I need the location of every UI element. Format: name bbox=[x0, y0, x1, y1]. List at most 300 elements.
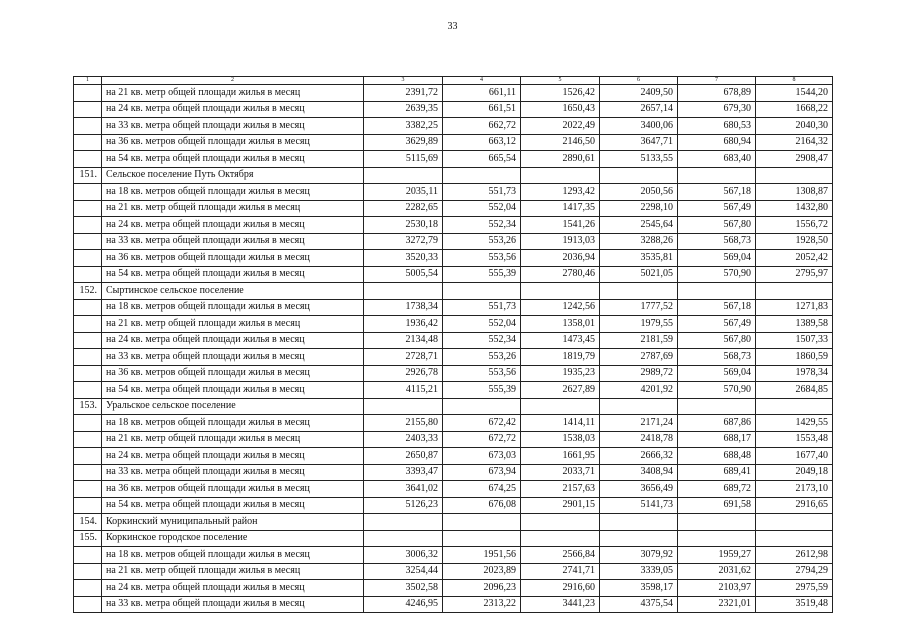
column-number: 2 bbox=[102, 77, 364, 85]
table-row bbox=[74, 596, 833, 613]
value-cell bbox=[443, 514, 521, 531]
value-cell bbox=[521, 514, 600, 531]
value-cell: 2627,89 bbox=[521, 382, 600, 399]
value-cell: 569,04 bbox=[678, 250, 756, 267]
value-cell: 2612,98 bbox=[756, 547, 833, 564]
value-cell: 1293,42 bbox=[521, 184, 600, 201]
value-cell: 661,11 bbox=[443, 85, 521, 102]
value-cell: 672,42 bbox=[443, 415, 521, 432]
value-cell: 1358,01 bbox=[521, 316, 600, 333]
value-cell: 688,48 bbox=[678, 448, 756, 465]
value-cell: 1389,58 bbox=[756, 316, 833, 333]
value-cell bbox=[756, 283, 833, 300]
value-cell: 2795,97 bbox=[756, 266, 833, 283]
table-row bbox=[74, 283, 833, 300]
value-cell bbox=[364, 514, 443, 531]
value-cell: 2728,71 bbox=[364, 349, 443, 366]
row-name: на 33 кв. метра общей площади жилья в месяц bbox=[102, 233, 364, 250]
value-cell: 662,72 bbox=[443, 118, 521, 135]
value-cell: 1777,52 bbox=[600, 299, 678, 316]
table-row bbox=[74, 118, 833, 135]
value-cell: 568,73 bbox=[678, 349, 756, 366]
row-index bbox=[74, 200, 102, 217]
table-row bbox=[74, 563, 833, 580]
column-number: 5 bbox=[521, 77, 600, 85]
row-index bbox=[74, 415, 102, 432]
table-row bbox=[74, 365, 833, 382]
value-cell: 5115,69 bbox=[364, 151, 443, 168]
value-cell: 2901,15 bbox=[521, 497, 600, 514]
value-cell: 553,56 bbox=[443, 365, 521, 382]
table-row bbox=[74, 332, 833, 349]
row-index bbox=[74, 316, 102, 333]
value-cell: 2173,10 bbox=[756, 481, 833, 498]
value-cell: 5021,05 bbox=[600, 266, 678, 283]
value-cell: 2031,62 bbox=[678, 563, 756, 580]
value-cell bbox=[678, 514, 756, 531]
value-cell bbox=[364, 530, 443, 547]
value-cell: 663,12 bbox=[443, 134, 521, 151]
value-cell: 1661,95 bbox=[521, 448, 600, 465]
value-cell: 3519,48 bbox=[756, 596, 833, 613]
row-name: Сыртинское сельское поселение bbox=[102, 283, 364, 300]
value-cell: 2657,14 bbox=[600, 101, 678, 118]
table-row bbox=[74, 514, 833, 531]
row-name: на 18 кв. метров общей площади жилья в месяц bbox=[102, 299, 364, 316]
value-cell: 1432,80 bbox=[756, 200, 833, 217]
row-name: на 24 кв. метра общей площади жилья в месяц bbox=[102, 101, 364, 118]
table-row bbox=[74, 431, 833, 448]
value-cell bbox=[521, 398, 600, 415]
value-cell bbox=[364, 398, 443, 415]
value-cell: 2298,10 bbox=[600, 200, 678, 217]
value-cell: 3393,47 bbox=[364, 464, 443, 481]
value-cell: 2049,18 bbox=[756, 464, 833, 481]
value-cell: 2146,50 bbox=[521, 134, 600, 151]
value-cell: 3272,79 bbox=[364, 233, 443, 250]
value-cell: 2391,72 bbox=[364, 85, 443, 102]
value-cell bbox=[364, 167, 443, 184]
row-index bbox=[74, 217, 102, 234]
value-cell: 2134,48 bbox=[364, 332, 443, 349]
page-number: 33 bbox=[447, 21, 458, 32]
value-cell: 5005,54 bbox=[364, 266, 443, 283]
row-name: на 24 кв. метра общей площади жилья в месяц bbox=[102, 580, 364, 597]
row-name: на 36 кв. метров общей площади жилья в месяц bbox=[102, 481, 364, 498]
table-row bbox=[74, 151, 833, 168]
table-row bbox=[74, 547, 833, 564]
value-cell: 2787,69 bbox=[600, 349, 678, 366]
value-cell: 553,26 bbox=[443, 349, 521, 366]
value-cell bbox=[756, 514, 833, 531]
row-name: на 54 кв. метра общей площади жилья в месяц bbox=[102, 266, 364, 283]
row-index bbox=[74, 134, 102, 151]
table-row bbox=[74, 580, 833, 597]
value-cell: 2566,84 bbox=[521, 547, 600, 564]
row-index bbox=[74, 250, 102, 267]
table-row bbox=[74, 200, 833, 217]
value-cell bbox=[443, 167, 521, 184]
value-cell bbox=[521, 283, 600, 300]
row-index: 155. bbox=[74, 530, 102, 547]
value-cell: 5141,73 bbox=[600, 497, 678, 514]
value-cell: 2164,32 bbox=[756, 134, 833, 151]
value-cell: 672,72 bbox=[443, 431, 521, 448]
row-index bbox=[74, 151, 102, 168]
row-index bbox=[74, 448, 102, 465]
value-cell bbox=[443, 530, 521, 547]
value-cell bbox=[678, 283, 756, 300]
column-number: 8 bbox=[756, 77, 833, 85]
value-cell: 552,34 bbox=[443, 217, 521, 234]
value-cell: 2096,23 bbox=[443, 580, 521, 597]
value-cell: 568,73 bbox=[678, 233, 756, 250]
table-row bbox=[74, 464, 833, 481]
value-cell: 2155,80 bbox=[364, 415, 443, 432]
value-cell: 553,26 bbox=[443, 233, 521, 250]
value-cell: 2103,97 bbox=[678, 580, 756, 597]
value-cell: 2282,65 bbox=[364, 200, 443, 217]
value-cell: 2050,56 bbox=[600, 184, 678, 201]
value-cell: 691,58 bbox=[678, 497, 756, 514]
row-name: на 33 кв. метра общей площади жилья в месяц bbox=[102, 118, 364, 135]
value-cell bbox=[678, 167, 756, 184]
value-cell: 2040,30 bbox=[756, 118, 833, 135]
value-cell: 1473,45 bbox=[521, 332, 600, 349]
value-cell: 555,39 bbox=[443, 266, 521, 283]
value-cell: 567,80 bbox=[678, 217, 756, 234]
table-row bbox=[74, 481, 833, 498]
row-index bbox=[74, 299, 102, 316]
value-cell: 4246,95 bbox=[364, 596, 443, 613]
table-row bbox=[74, 217, 833, 234]
value-cell: 3502,58 bbox=[364, 580, 443, 597]
value-cell: 1860,59 bbox=[756, 349, 833, 366]
value-cell: 3339,05 bbox=[600, 563, 678, 580]
value-cell: 567,80 bbox=[678, 332, 756, 349]
value-cell: 2530,18 bbox=[364, 217, 443, 234]
value-cell: 1650,43 bbox=[521, 101, 600, 118]
value-cell bbox=[521, 530, 600, 547]
value-cell: 2418,78 bbox=[600, 431, 678, 448]
value-cell: 665,54 bbox=[443, 151, 521, 168]
value-cell: 3079,92 bbox=[600, 547, 678, 564]
row-name: на 24 кв. метра общей площади жилья в месяц bbox=[102, 217, 364, 234]
row-name: на 18 кв. метров общей площади жилья в месяц bbox=[102, 547, 364, 564]
value-cell: 1819,79 bbox=[521, 349, 600, 366]
value-cell: 570,90 bbox=[678, 266, 756, 283]
value-cell: 551,73 bbox=[443, 184, 521, 201]
value-cell: 553,56 bbox=[443, 250, 521, 267]
table-row bbox=[74, 184, 833, 201]
value-cell bbox=[678, 530, 756, 547]
table-body bbox=[74, 77, 833, 613]
value-cell: 567,49 bbox=[678, 316, 756, 333]
value-cell: 2035,11 bbox=[364, 184, 443, 201]
table-row bbox=[74, 299, 833, 316]
value-cell: 689,72 bbox=[678, 481, 756, 498]
value-cell: 1913,03 bbox=[521, 233, 600, 250]
row-index bbox=[74, 431, 102, 448]
value-cell: 3400,06 bbox=[600, 118, 678, 135]
value-cell: 2022,49 bbox=[521, 118, 600, 135]
value-cell: 673,03 bbox=[443, 448, 521, 465]
row-name: на 21 кв. метр общей площади жилья в месяц bbox=[102, 431, 364, 448]
table-row bbox=[74, 233, 833, 250]
row-index: 152. bbox=[74, 283, 102, 300]
row-name: на 21 кв. метр общей площади жилья в месяц bbox=[102, 200, 364, 217]
row-index bbox=[74, 365, 102, 382]
table-row bbox=[74, 415, 833, 432]
value-cell: 2181,59 bbox=[600, 332, 678, 349]
column-number: 7 bbox=[678, 77, 756, 85]
table-row bbox=[74, 101, 833, 118]
column-number-header-row bbox=[74, 77, 833, 85]
value-cell: 1429,55 bbox=[756, 415, 833, 432]
row-name: на 33 кв. метра общей площади жилья в месяц bbox=[102, 596, 364, 613]
value-cell: 4201,92 bbox=[600, 382, 678, 399]
row-index bbox=[74, 547, 102, 564]
column-number: 6 bbox=[600, 77, 678, 85]
table-row bbox=[74, 448, 833, 465]
table-row bbox=[74, 530, 833, 547]
value-cell: 3535,81 bbox=[600, 250, 678, 267]
value-cell: 1935,23 bbox=[521, 365, 600, 382]
value-cell: 2409,50 bbox=[600, 85, 678, 102]
row-index bbox=[74, 349, 102, 366]
value-cell: 2926,78 bbox=[364, 365, 443, 382]
value-cell: 3288,26 bbox=[600, 233, 678, 250]
table-row bbox=[74, 250, 833, 267]
row-name: на 21 кв. метр общей площади жилья в месяц bbox=[102, 316, 364, 333]
column-number: 3 bbox=[364, 77, 443, 85]
value-cell: 661,51 bbox=[443, 101, 521, 118]
value-cell: 2033,71 bbox=[521, 464, 600, 481]
row-index bbox=[74, 118, 102, 135]
value-cell: 689,41 bbox=[678, 464, 756, 481]
table-row bbox=[74, 382, 833, 399]
value-cell: 2908,47 bbox=[756, 151, 833, 168]
value-cell: 5126,23 bbox=[364, 497, 443, 514]
row-name: на 36 кв. метров общей площади жилья в месяц bbox=[102, 365, 364, 382]
value-cell: 1271,83 bbox=[756, 299, 833, 316]
table-row bbox=[74, 316, 833, 333]
value-cell: 3006,32 bbox=[364, 547, 443, 564]
value-cell bbox=[443, 283, 521, 300]
row-name: на 18 кв. метров общей площади жилья в месяц bbox=[102, 415, 364, 432]
row-index bbox=[74, 563, 102, 580]
value-cell: 678,89 bbox=[678, 85, 756, 102]
value-cell: 567,18 bbox=[678, 184, 756, 201]
value-cell: 1959,27 bbox=[678, 547, 756, 564]
row-index bbox=[74, 332, 102, 349]
value-cell: 569,04 bbox=[678, 365, 756, 382]
row-name: на 54 кв. метра общей площади жилья в месяц bbox=[102, 497, 364, 514]
value-cell: 2989,72 bbox=[600, 365, 678, 382]
value-cell: 683,40 bbox=[678, 151, 756, 168]
row-name: на 21 кв. метр общей площади жилья в месяц bbox=[102, 563, 364, 580]
value-cell: 680,53 bbox=[678, 118, 756, 135]
value-cell bbox=[443, 398, 521, 415]
row-name: на 24 кв. метра общей площади жилья в месяц bbox=[102, 448, 364, 465]
value-cell bbox=[756, 398, 833, 415]
value-cell: 1308,87 bbox=[756, 184, 833, 201]
value-cell: 1979,55 bbox=[600, 316, 678, 333]
value-cell: 555,39 bbox=[443, 382, 521, 399]
row-index bbox=[74, 233, 102, 250]
value-cell bbox=[756, 530, 833, 547]
value-cell: 1526,42 bbox=[521, 85, 600, 102]
value-cell: 679,30 bbox=[678, 101, 756, 118]
value-cell: 3656,49 bbox=[600, 481, 678, 498]
value-cell: 2639,35 bbox=[364, 101, 443, 118]
value-cell: 1544,20 bbox=[756, 85, 833, 102]
value-cell: 1507,33 bbox=[756, 332, 833, 349]
value-cell: 567,18 bbox=[678, 299, 756, 316]
value-cell: 2975,59 bbox=[756, 580, 833, 597]
row-name: на 36 кв. метров общей площади жилья в месяц bbox=[102, 134, 364, 151]
value-cell: 676,08 bbox=[443, 497, 521, 514]
row-index bbox=[74, 580, 102, 597]
value-cell: 688,17 bbox=[678, 431, 756, 448]
value-cell: 1738,34 bbox=[364, 299, 443, 316]
value-cell bbox=[364, 283, 443, 300]
value-cell: 1936,42 bbox=[364, 316, 443, 333]
row-index bbox=[74, 497, 102, 514]
row-name: на 36 кв. метров общей площади жилья в месяц bbox=[102, 250, 364, 267]
value-cell: 673,94 bbox=[443, 464, 521, 481]
value-cell: 552,34 bbox=[443, 332, 521, 349]
row-name: Коркинский муниципальный район bbox=[102, 514, 364, 531]
value-cell: 2157,63 bbox=[521, 481, 600, 498]
value-cell: 552,04 bbox=[443, 316, 521, 333]
tariff-table bbox=[73, 76, 833, 613]
value-cell: 3441,23 bbox=[521, 596, 600, 613]
row-index bbox=[74, 266, 102, 283]
value-cell: 674,25 bbox=[443, 481, 521, 498]
value-cell: 3641,02 bbox=[364, 481, 443, 498]
value-cell bbox=[600, 530, 678, 547]
value-cell: 2650,87 bbox=[364, 448, 443, 465]
value-cell: 567,49 bbox=[678, 200, 756, 217]
row-name: на 33 кв. метра общей площади жилья в месяц bbox=[102, 349, 364, 366]
value-cell bbox=[600, 167, 678, 184]
table-row bbox=[74, 167, 833, 184]
value-cell bbox=[756, 167, 833, 184]
value-cell: 3629,89 bbox=[364, 134, 443, 151]
value-cell: 1414,11 bbox=[521, 415, 600, 432]
value-cell: 2916,65 bbox=[756, 497, 833, 514]
value-cell: 570,90 bbox=[678, 382, 756, 399]
value-cell: 2890,61 bbox=[521, 151, 600, 168]
value-cell bbox=[678, 398, 756, 415]
value-cell: 2036,94 bbox=[521, 250, 600, 267]
value-cell: 2171,24 bbox=[600, 415, 678, 432]
row-index bbox=[74, 596, 102, 613]
value-cell: 2403,33 bbox=[364, 431, 443, 448]
value-cell: 2313,22 bbox=[443, 596, 521, 613]
table-row bbox=[74, 497, 833, 514]
row-name: на 54 кв. метра общей площади жилья в месяц bbox=[102, 151, 364, 168]
value-cell: 2916,60 bbox=[521, 580, 600, 597]
value-cell: 1677,40 bbox=[756, 448, 833, 465]
value-cell: 5133,55 bbox=[600, 151, 678, 168]
table-row bbox=[74, 134, 833, 151]
value-cell: 1928,50 bbox=[756, 233, 833, 250]
row-index: 153. bbox=[74, 398, 102, 415]
value-cell: 3254,44 bbox=[364, 563, 443, 580]
value-cell bbox=[521, 167, 600, 184]
value-cell: 551,73 bbox=[443, 299, 521, 316]
row-name: на 21 кв. метр общей площади жилья в месяц bbox=[102, 85, 364, 102]
value-cell: 2794,29 bbox=[756, 563, 833, 580]
value-cell: 3382,25 bbox=[364, 118, 443, 135]
value-cell: 552,04 bbox=[443, 200, 521, 217]
row-index bbox=[74, 481, 102, 498]
value-cell: 2545,64 bbox=[600, 217, 678, 234]
value-cell: 1556,72 bbox=[756, 217, 833, 234]
value-cell: 3647,71 bbox=[600, 134, 678, 151]
value-cell: 2666,32 bbox=[600, 448, 678, 465]
row-name: Коркинское городское поселение bbox=[102, 530, 364, 547]
value-cell: 1553,48 bbox=[756, 431, 833, 448]
value-cell: 3598,17 bbox=[600, 580, 678, 597]
row-name: на 24 кв. метра общей площади жилья в месяц bbox=[102, 332, 364, 349]
row-name: на 33 кв. метра общей площади жилья в месяц bbox=[102, 464, 364, 481]
row-index: 151. bbox=[74, 167, 102, 184]
row-index bbox=[74, 464, 102, 481]
value-cell: 1541,26 bbox=[521, 217, 600, 234]
value-cell: 4375,54 bbox=[600, 596, 678, 613]
value-cell: 2684,85 bbox=[756, 382, 833, 399]
table-row bbox=[74, 85, 833, 102]
value-cell: 2052,42 bbox=[756, 250, 833, 267]
row-index bbox=[74, 382, 102, 399]
value-cell bbox=[600, 283, 678, 300]
row-name: Уральское сельское поселение bbox=[102, 398, 364, 415]
value-cell: 1978,34 bbox=[756, 365, 833, 382]
value-cell: 680,94 bbox=[678, 134, 756, 151]
row-name: Сельское поселение Путь Октября bbox=[102, 167, 364, 184]
row-name: на 54 кв. метра общей площади жилья в месяц bbox=[102, 382, 364, 399]
row-index: 154. bbox=[74, 514, 102, 531]
value-cell: 2321,01 bbox=[678, 596, 756, 613]
row-index bbox=[74, 85, 102, 102]
table-row bbox=[74, 398, 833, 415]
row-index bbox=[74, 101, 102, 118]
table-row bbox=[74, 266, 833, 283]
value-cell: 2023,89 bbox=[443, 563, 521, 580]
value-cell: 4115,21 bbox=[364, 382, 443, 399]
value-cell bbox=[600, 398, 678, 415]
value-cell bbox=[600, 514, 678, 531]
value-cell: 1417,35 bbox=[521, 200, 600, 217]
table-row bbox=[74, 349, 833, 366]
value-cell: 1951,56 bbox=[443, 547, 521, 564]
value-cell: 3408,94 bbox=[600, 464, 678, 481]
value-cell: 1242,56 bbox=[521, 299, 600, 316]
value-cell: 1538,03 bbox=[521, 431, 600, 448]
column-number: 1 bbox=[74, 77, 102, 85]
column-number: 4 bbox=[443, 77, 521, 85]
row-name: на 18 кв. метров общей площади жилья в месяц bbox=[102, 184, 364, 201]
value-cell: 687,86 bbox=[678, 415, 756, 432]
value-cell: 2780,46 bbox=[521, 266, 600, 283]
value-cell: 3520,33 bbox=[364, 250, 443, 267]
value-cell: 2741,71 bbox=[521, 563, 600, 580]
value-cell: 1668,22 bbox=[756, 101, 833, 118]
row-index bbox=[74, 184, 102, 201]
